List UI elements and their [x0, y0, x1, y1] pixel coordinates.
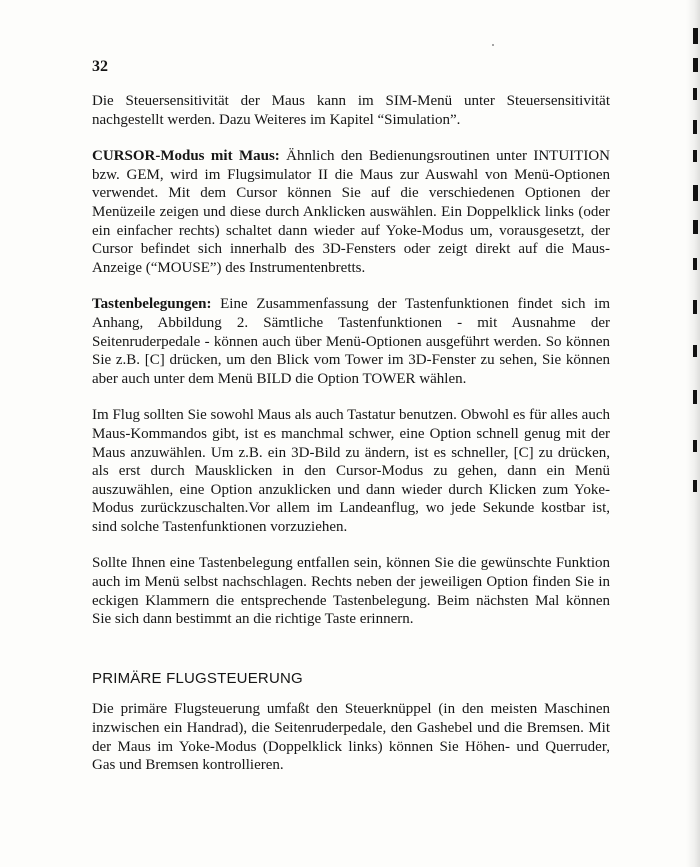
paragraph-text: Ähnlich den Bedienungsroutinen unter INTUITION bzw. GEM, wird im Flugsimulator II die Maus zur Auswahl von Menü-Optionen verwendet. Mit dem Cursor können Sie auf die verschiedenen Optionen der Menüzeile zeigen und diese durch Anklicken auswählen. Ein Doppelklick links (oder ein einfacher rechts) schaltet dann wieder auf Yoke-Modus um, vorausgesetzt, der Cursor befindet sich innerhalb des 3D-Fensters oder zeigt direkt auf die Maus-Anzeige (“MOUSE”) des Instrumentenbretts. — [92, 148, 610, 276]
edge-mark — [693, 28, 698, 44]
paragraph-lead: CURSOR-Modus mit Maus: — [92, 148, 280, 165]
edge-mark — [693, 390, 697, 404]
edge-mark — [693, 300, 697, 314]
edge-mark — [693, 120, 697, 134]
edge-mark — [693, 440, 697, 452]
edge-mark — [693, 480, 697, 492]
paragraph-text: Sollte Ihnen eine Tastenbelegung entfallen sein, können Sie die gewünschte Funktion auch im Menü selbst nachschlagen. Rechts neben der jeweiligen Option finden Sie in eckigen Klammern die entsprechende Tastenbelegung. Beim nächsten Mal können Sie sich dann bestimmt an die richtige Taste erinnern. — [92, 555, 610, 628]
page-body — [92, 92, 610, 793]
edge-mark — [693, 88, 697, 100]
page-number: 32 — [92, 58, 108, 75]
paragraph-primary-controls — [92, 700, 610, 774]
edge-mark — [693, 220, 698, 234]
paragraph-text: Im Flug sollten Sie sowohl Maus als auch Tastatur benutzen. Obwohl es für alles auch Maus-Kommandos gibt, ist es manchmal schwer, eine Option schnell genug mit der Maus anzuwählen. Um z.B. ein 3D-Bild zu ändern, ist es schneller, [C] zu drücken, als erst durch Mausklicken in den Cursor-Modus zu gehen, dann ein Menü auszuwählen, eine Option anzuklicken und dann wieder durch Klicken zum Yoke-Modus zurückzuschalten.Vor allem im Landeanflug, wo jede Sekunde kostbar ist, sind solche Tastenfunktionen vorzuziehen. — [92, 407, 610, 535]
edge-mark — [693, 185, 698, 201]
edge-mark — [693, 58, 698, 72]
paragraph-mouse-sensitivity — [92, 92, 610, 129]
paragraph-lead: Tastenbelegungen: — [92, 296, 212, 313]
paragraph-text: Eine Zusammenfassung der Tastenfunktionen findet sich im Anhang, Abbildung 2. Sämtliche Tastenfunktionen - mit Ausnahme der Seitenruderpedale - können auch über Menü-Optionen ausgeführt werden. So können Sie z.B. [C] drücken, um den Blick vom Tower im 3D-Fenster zu sehen, Sie können aber auch unter dem Menü BILD die Option TOWER wählen. — [92, 296, 610, 387]
paragraph-text: Die Steuersensitivität der Maus kann im SIM-Menü unter Steuersensitivität nachgestellt werden. Dazu Weiteres im Kapitel “Simulation”. — [92, 93, 610, 128]
paragraph-in-flight — [92, 406, 610, 536]
scan-speck — [492, 44, 494, 46]
paragraph-cursor-mode — [92, 147, 610, 277]
paragraph-text: Die primäre Flugsteuerung umfaßt den Steuerknüppel (in den meisten Maschinen inzwischen ein Handrad), die Seitenruderpedale, den Gashebel und die Bremsen. Mit der Maus im Yoke-Modus (Doppelklick links) können Sie Höhen- und Querruder, Gas und Bremsen kontrollieren. — [92, 701, 610, 774]
edge-mark — [693, 345, 697, 357]
paragraph-forgotten-key — [92, 554, 610, 628]
edge-mark — [693, 258, 697, 270]
edge-mark — [693, 150, 697, 162]
section-heading: PRIMÄRE FLUGSTEUERUNG — [92, 669, 303, 687]
paragraph-key-assignments — [92, 295, 610, 388]
